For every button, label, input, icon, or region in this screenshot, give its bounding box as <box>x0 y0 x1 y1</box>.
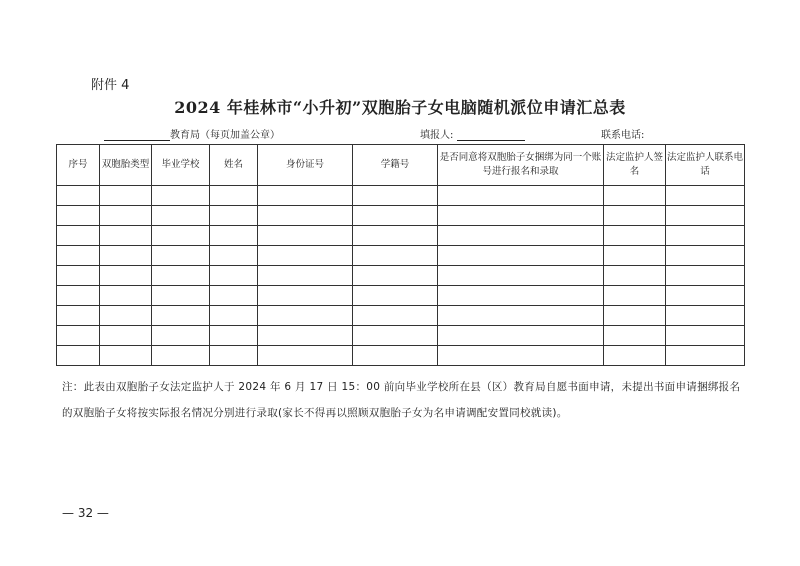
header-graduation-school: 毕业学校 <box>152 145 210 186</box>
page-number: — 32 — <box>62 506 109 520</box>
table-cell <box>258 326 353 346</box>
header-twin-type: 双胞胎类型 <box>100 145 152 186</box>
form-title: 2024 年桂林市“小升初”双胞胎子女电脑随机派位申请汇总表 <box>174 98 626 117</box>
table-cell <box>258 306 353 326</box>
table-cell <box>258 266 353 286</box>
table-row <box>57 286 745 306</box>
table-cell <box>152 206 210 226</box>
table-body <box>57 186 745 366</box>
table-cell <box>100 226 152 246</box>
table-row <box>57 266 745 286</box>
table-cell <box>100 186 152 206</box>
table-cell <box>100 246 152 266</box>
filler-blank-line <box>457 128 525 141</box>
table-cell <box>666 346 745 366</box>
contact-label: 联系电话: <box>601 130 645 141</box>
table-cell <box>210 226 258 246</box>
table-cell <box>604 286 666 306</box>
table-cell <box>604 326 666 346</box>
table-cell <box>438 266 604 286</box>
header-name: 姓名 <box>210 145 258 186</box>
table-cell <box>353 286 438 306</box>
table-cell <box>438 326 604 346</box>
table-cell <box>666 206 745 226</box>
table-cell <box>152 226 210 246</box>
header-guardian-phone: 法定监护人联系电话 <box>666 145 745 186</box>
table-cell <box>210 346 258 366</box>
header-serial: 序号 <box>57 145 100 186</box>
table-cell <box>604 306 666 326</box>
table-row <box>57 326 745 346</box>
table-row <box>57 206 745 226</box>
table-cell <box>57 226 100 246</box>
table-cell <box>57 326 100 346</box>
header-id-number: 身份证号 <box>258 145 353 186</box>
table-cell <box>666 186 745 206</box>
table-cell <box>210 206 258 226</box>
table-cell <box>438 286 604 306</box>
header-guardian-signature: 法定监护人签名 <box>604 145 666 186</box>
footnote: 注：此表由双胞胎子女法定监护人于 2024 年 6 月 17 日 15：00 前向毕业学校所在县（区）教育局自愿书面申请，未提出书面申请捆绑报名的双胞胎子女将按实际报名情况分别进行录取(家长不得再以照顾双胞胎子女为名申请调配安置同校就读)。 <box>62 381 741 419</box>
header-student-number: 学籍号 <box>353 145 438 186</box>
table-cell <box>57 306 100 326</box>
table-cell <box>152 186 210 206</box>
table-cell <box>604 266 666 286</box>
table-cell <box>353 306 438 326</box>
table-cell <box>438 346 604 366</box>
table-cell <box>210 266 258 286</box>
attachment-label: 附件 4 <box>91 78 130 93</box>
table-row <box>57 226 745 246</box>
table-cell <box>57 206 100 226</box>
table-cell <box>152 306 210 326</box>
table-cell <box>210 306 258 326</box>
table-cell <box>604 226 666 246</box>
table-cell <box>100 326 152 346</box>
bureau-blank-line <box>104 128 170 141</box>
table-cell <box>604 346 666 366</box>
table-cell <box>604 186 666 206</box>
table-cell <box>353 226 438 246</box>
table-cell <box>210 286 258 306</box>
table-cell <box>100 306 152 326</box>
table-cell <box>210 326 258 346</box>
table-cell <box>604 206 666 226</box>
table-row <box>57 186 745 206</box>
table-cell <box>438 186 604 206</box>
table-cell <box>666 306 745 326</box>
table-cell <box>666 286 745 306</box>
table-cell <box>258 286 353 306</box>
table-cell <box>258 186 353 206</box>
table-row <box>57 306 745 326</box>
table-cell <box>100 286 152 306</box>
table-cell <box>57 186 100 206</box>
table-cell <box>258 346 353 366</box>
table-cell <box>353 206 438 226</box>
filler-field <box>420 126 525 141</box>
table-cell <box>438 206 604 226</box>
filler-label: 填报人: <box>420 130 454 141</box>
table-cell <box>353 266 438 286</box>
table-cell <box>438 246 604 266</box>
table-cell <box>57 266 100 286</box>
bureau-label: 教育局（每页加盖公章） <box>170 130 280 141</box>
table-cell <box>210 246 258 266</box>
table-cell <box>100 266 152 286</box>
contact-field <box>601 126 644 141</box>
table-row <box>57 246 745 266</box>
table-cell <box>353 246 438 266</box>
bureau-field <box>104 126 280 141</box>
table-cell <box>152 326 210 346</box>
table-cell <box>152 266 210 286</box>
table-cell <box>57 286 100 306</box>
application-summary-table <box>56 144 745 366</box>
table-cell <box>438 226 604 246</box>
table-cell <box>100 206 152 226</box>
table-cell <box>353 346 438 366</box>
table-cell <box>152 246 210 266</box>
table-cell <box>353 186 438 206</box>
table-header-row <box>57 145 745 186</box>
table-cell <box>152 286 210 306</box>
table-cell <box>604 246 666 266</box>
table-cell <box>258 206 353 226</box>
table-cell <box>57 246 100 266</box>
table-cell <box>258 226 353 246</box>
table-cell <box>100 346 152 366</box>
table-cell <box>210 186 258 206</box>
table-cell <box>666 226 745 246</box>
table-cell <box>666 266 745 286</box>
table-cell <box>152 346 210 366</box>
table-cell <box>666 246 745 266</box>
table-cell <box>438 306 604 326</box>
table-cell <box>57 346 100 366</box>
header-consent-bind: 是否同意将双胞胎子女捆绑为同一个账号进行报名和录取 <box>438 145 604 186</box>
table-row <box>57 346 745 366</box>
table-cell <box>666 326 745 346</box>
form-meta-row <box>104 126 664 142</box>
table-cell <box>258 246 353 266</box>
table-cell <box>353 326 438 346</box>
